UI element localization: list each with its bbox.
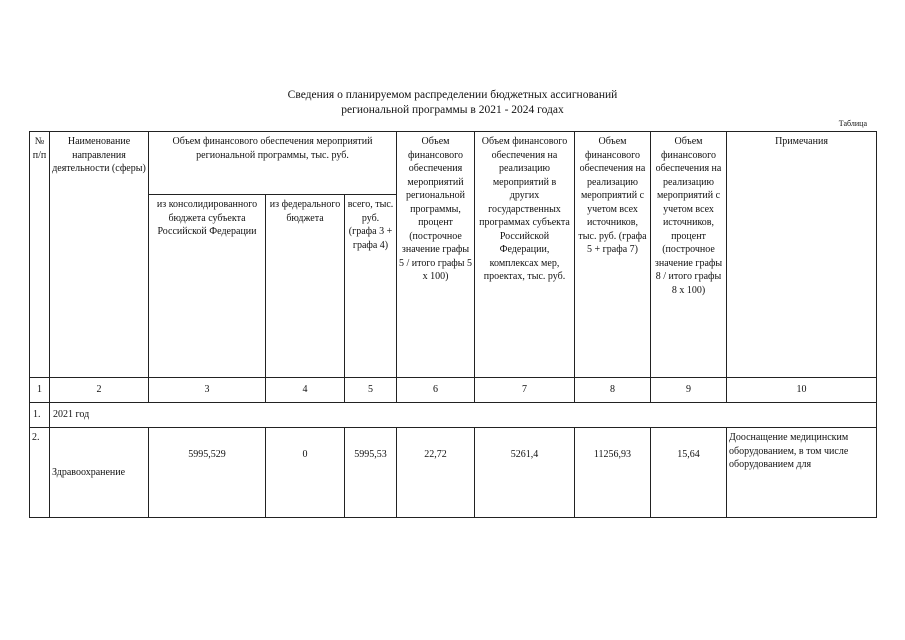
column-number: 7 [475,378,575,403]
header-col7: Объем финансового обеспечения на реализацию мероприятий в других государственных программах субъекта Российской Федерации, комплексах мер, проектах, тыс. руб. [475,132,575,378]
year-row [30,403,877,428]
row-consolidated: 5995,529 [149,428,266,518]
header-direction: Наименование направления деятельности (сферы) [50,132,149,378]
row-note: Дооснащение медицинским оборудованием, в том числе оборудованием для [727,428,877,518]
budget-distribution-table [29,131,877,518]
column-number: 6 [397,378,475,403]
document-title-line-2: региональной программы в 2021 - 2024 годах [341,104,564,116]
row-all-sources: 11256,93 [575,428,651,518]
column-number: 2 [50,378,149,403]
year-row-label: 2021 год [50,403,877,428]
header-federal: из федерального бюджета [266,195,345,378]
table-row [30,428,877,518]
header-volume-group: Объем финансового обеспечения мероприятий региональной программы, тыс. руб. [149,132,397,195]
column-number: 10 [727,378,877,403]
column-number: 3 [149,378,266,403]
header-col8: Объем финансового обеспечения на реализацию мероприятий с учетом всех источников, тыс. руб. (графа 5 + графа 7) [575,132,651,378]
header-col6: Объем финансового обеспечения мероприятий региональной программы, процент (построчное значение графы 5 / итого графы 5 x 100) [397,132,475,378]
column-number: 8 [575,378,651,403]
document-title-line-1: Сведения о планируемом распределении бюджетных ассигнований [287,89,618,101]
row-other-programs: 5261,4 [475,428,575,518]
header-consolidated: из консолидированного бюджета субъекта Российской Федерации [149,195,266,378]
column-number: 5 [345,378,397,403]
row-num: 2. [30,428,50,518]
row-all-sources-percent: 15,64 [651,428,727,518]
column-number-row [30,378,877,403]
row-federal: 0 [266,428,345,518]
year-row-num: 1. [30,403,50,428]
header-col9: Объем финансового обеспечения на реализацию мероприятий с учетом всех источников, процент (построчное значение графы 8 / итого графы 8 x 100) [651,132,727,378]
header-num: № п/п [30,132,50,378]
row-total: 5995,53 [345,428,397,518]
row-direction: Здравоохранение [50,428,149,518]
column-number: 4 [266,378,345,403]
header-row-1 [30,132,877,195]
table-label: Таблица [838,119,867,128]
column-number: 9 [651,378,727,403]
column-number: 1 [30,378,50,403]
row-percent: 22,72 [397,428,475,518]
header-notes: Примечания [727,132,877,378]
header-total: всего, тыс. руб. (графа 3 + графа 4) [345,195,397,378]
